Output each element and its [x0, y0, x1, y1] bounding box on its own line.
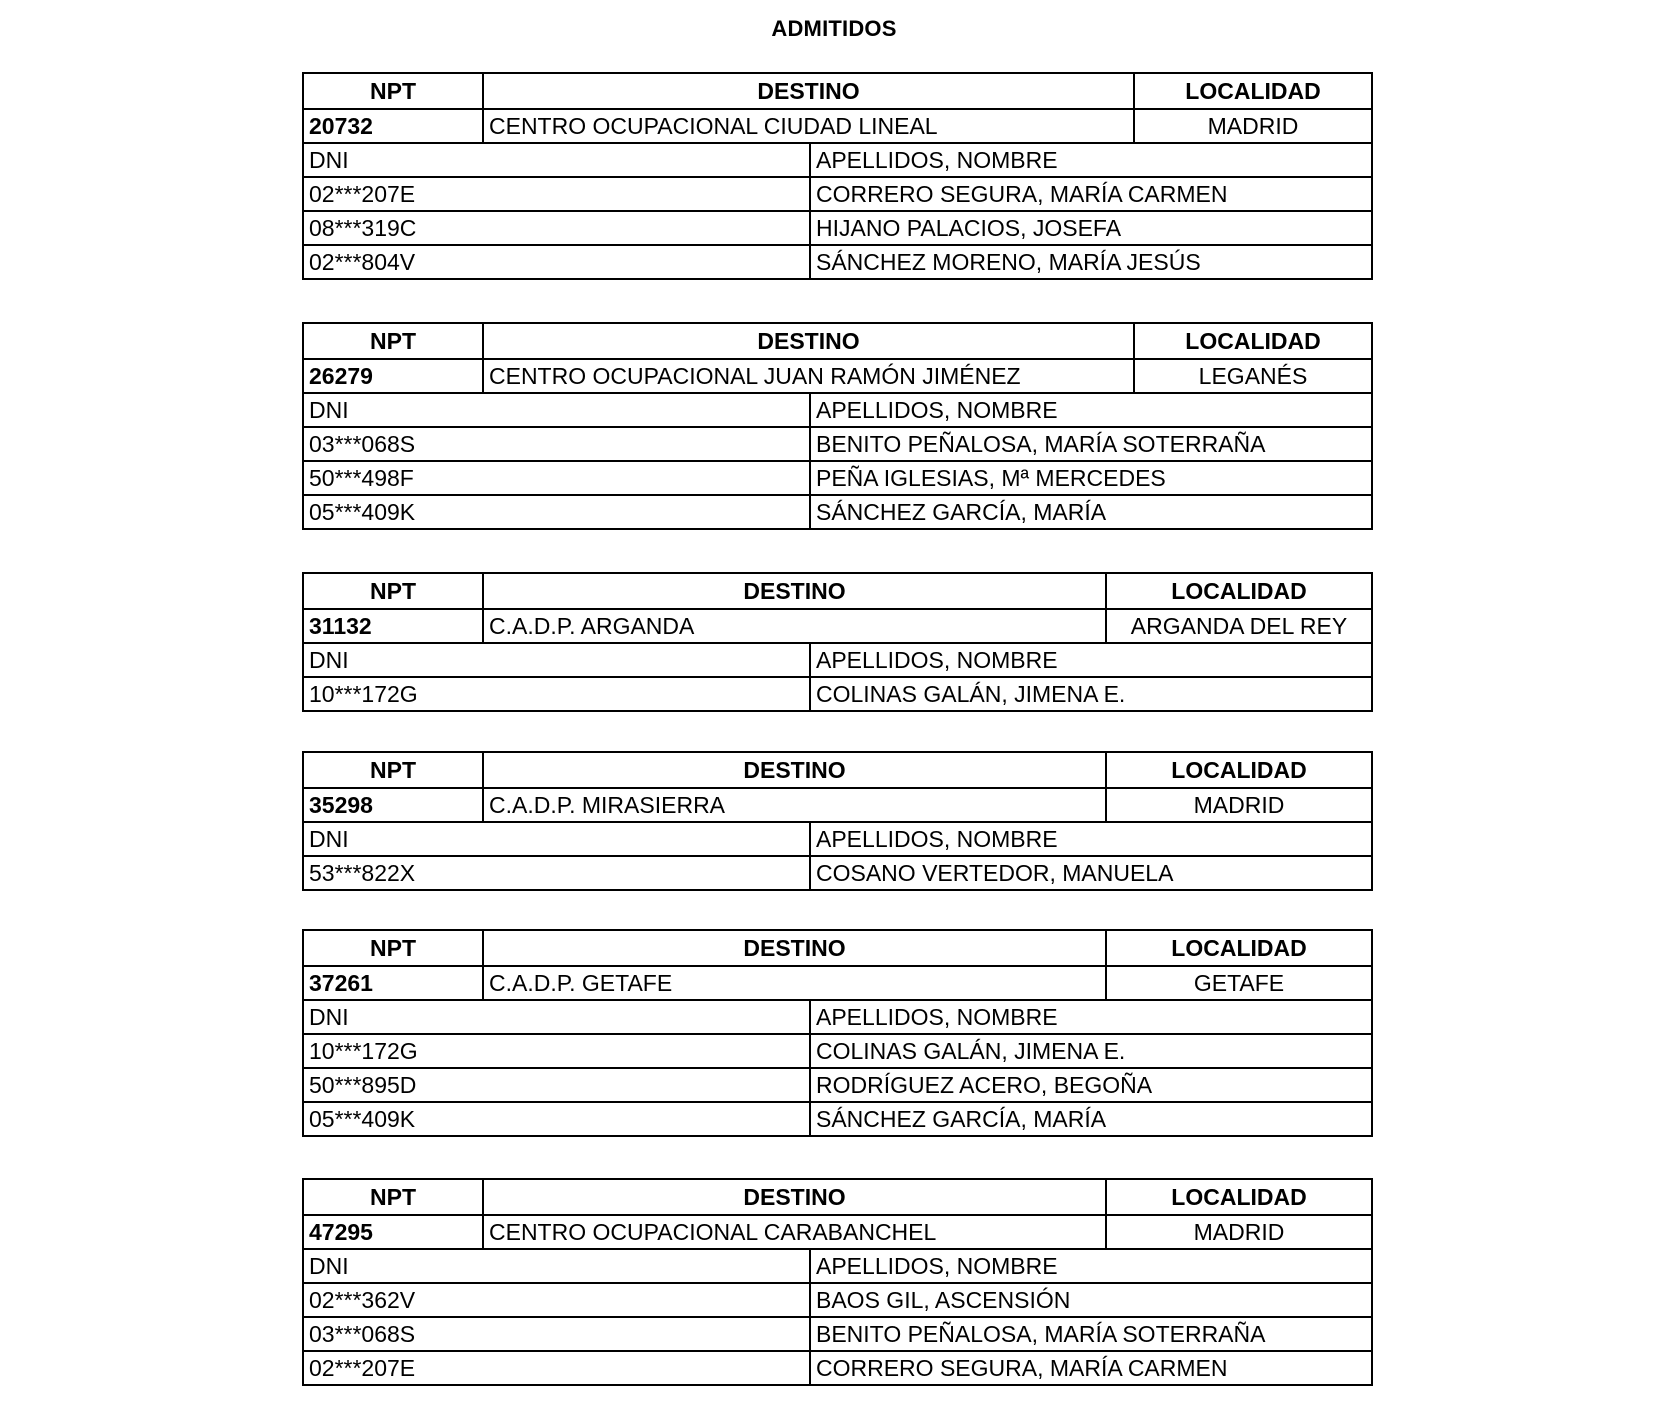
dni-value: 10***172G	[309, 1037, 418, 1064]
block-header-row	[304, 74, 1371, 108]
admission-block-26279	[302, 322, 1373, 530]
dni-value: 08***319C	[309, 214, 417, 241]
dni-value: 05***409K	[309, 498, 416, 525]
npt-value: 35298	[309, 791, 373, 818]
persons-header-row	[304, 999, 1371, 1033]
localidad-value: MADRID	[1105, 789, 1371, 821]
dni-value: 53***822X	[309, 859, 416, 886]
block-info-row	[304, 108, 1371, 142]
admission-block-37261	[302, 929, 1373, 1137]
persons-header-row	[304, 821, 1371, 855]
destino-value: CENTRO OCUPACIONAL CIUDAD LINEAL	[482, 110, 1133, 142]
localidad-header: LOCALIDAD	[1133, 324, 1371, 358]
table-row	[304, 244, 1371, 278]
dni-value: 05***409K	[309, 1105, 416, 1132]
dni-value: 03***068S	[309, 1320, 416, 1347]
block-header-row	[304, 1180, 1371, 1214]
name-value: COSANO VERTEDOR, MANUELA	[809, 857, 1371, 889]
name-value: BAOS GIL, ASCENSIÓN	[809, 1284, 1371, 1316]
dni-header: DNI	[309, 1003, 349, 1030]
table-row	[304, 855, 1371, 889]
destino-header: DESTINO	[482, 753, 1105, 787]
dni-value: 02***804V	[309, 248, 416, 275]
persons-header-row	[304, 642, 1371, 676]
block-info-row	[304, 1214, 1371, 1248]
name-value: HIJANO PALACIOS, JOSEFA	[809, 212, 1371, 244]
name-header: APELLIDOS, NOMBRE	[809, 644, 1371, 676]
npt-value: 20732	[309, 112, 373, 139]
name-value: SÁNCHEZ MORENO, MARÍA JESÚS	[809, 246, 1371, 278]
persons-header-row	[304, 1248, 1371, 1282]
block-info-row	[304, 608, 1371, 642]
admission-block-20732	[302, 72, 1373, 280]
localidad-value: GETAFE	[1105, 967, 1371, 999]
table-row	[304, 1350, 1371, 1384]
destino-header: DESTINO	[482, 931, 1105, 965]
block-header-row	[304, 324, 1371, 358]
table-row	[304, 1101, 1371, 1135]
dni-value: 10***172G	[309, 680, 418, 707]
table-row	[304, 176, 1371, 210]
name-value: SÁNCHEZ GARCÍA, MARÍA	[809, 1103, 1371, 1135]
block-header-row	[304, 931, 1371, 965]
table-row	[304, 1282, 1371, 1316]
admission-block-31132	[302, 572, 1373, 712]
destino-value: C.A.D.P. MIRASIERRA	[482, 789, 1105, 821]
localidad-value: MADRID	[1105, 1216, 1371, 1248]
persons-header-row	[304, 392, 1371, 426]
npt-value: 26279	[309, 362, 373, 389]
table-row	[304, 1067, 1371, 1101]
table-row	[304, 676, 1371, 710]
localidad-header: LOCALIDAD	[1133, 74, 1371, 108]
page-title: ADMITIDOS	[771, 16, 897, 41]
dni-value: 03***068S	[309, 430, 416, 457]
name-value: RODRÍGUEZ ACERO, BEGOÑA	[809, 1069, 1371, 1101]
name-value: BENITO PEÑALOSA, MARÍA SOTERRAÑA	[809, 1318, 1371, 1350]
dni-header: DNI	[309, 1252, 349, 1279]
name-value: COLINAS GALÁN, JIMENA E.	[809, 678, 1371, 710]
dni-value: 02***207E	[309, 1354, 416, 1381]
dni-header: DNI	[309, 646, 349, 673]
block-header-row	[304, 574, 1371, 608]
name-value: PEÑA IGLESIAS, Mª MERCEDES	[809, 462, 1371, 494]
table-row	[304, 426, 1371, 460]
name-header: APELLIDOS, NOMBRE	[809, 1001, 1371, 1033]
table-row	[304, 210, 1371, 244]
destino-header: DESTINO	[482, 324, 1133, 358]
table-row	[304, 1316, 1371, 1350]
localidad-value: LEGANÉS	[1133, 360, 1371, 392]
npt-value: 47295	[309, 1218, 373, 1245]
table-row	[304, 460, 1371, 494]
name-value: CORRERO SEGURA, MARÍA CARMEN	[809, 1352, 1371, 1384]
destino-header: DESTINO	[482, 1180, 1105, 1214]
destino-value: C.A.D.P. ARGANDA	[482, 610, 1105, 642]
localidad-header: LOCALIDAD	[1105, 1180, 1371, 1214]
name-value: CORRERO SEGURA, MARÍA CARMEN	[809, 178, 1371, 210]
persons-header-row	[304, 142, 1371, 176]
npt-value: 31132	[309, 612, 372, 639]
npt-value: 37261	[309, 969, 373, 996]
dni-value: 02***362V	[309, 1286, 416, 1313]
npt-header: NPT	[370, 577, 416, 604]
dni-value: 50***498F	[309, 464, 414, 491]
name-value: COLINAS GALÁN, JIMENA E.	[809, 1035, 1371, 1067]
block-header-row	[304, 753, 1371, 787]
table-row	[304, 1033, 1371, 1067]
localidad-header: LOCALIDAD	[1105, 753, 1371, 787]
npt-header: NPT	[370, 756, 416, 783]
npt-header: NPT	[370, 934, 416, 961]
dni-header: DNI	[309, 146, 349, 173]
dni-value: 02***207E	[309, 180, 416, 207]
destino-value: C.A.D.P. GETAFE	[482, 967, 1105, 999]
name-header: APELLIDOS, NOMBRE	[809, 144, 1371, 176]
localidad-header: LOCALIDAD	[1105, 931, 1371, 965]
destino-value: CENTRO OCUPACIONAL JUAN RAMÓN JIMÉNEZ	[482, 360, 1133, 392]
dni-header: DNI	[309, 396, 349, 423]
dni-header: DNI	[309, 825, 349, 852]
destino-header: DESTINO	[482, 74, 1133, 108]
npt-header: NPT	[370, 77, 416, 104]
name-header: APELLIDOS, NOMBRE	[809, 394, 1371, 426]
block-info-row	[304, 965, 1371, 999]
localidad-value: ARGANDA DEL REY	[1105, 610, 1371, 642]
localidad-header: LOCALIDAD	[1105, 574, 1371, 608]
dni-value: 50***895D	[309, 1071, 417, 1098]
block-info-row	[304, 358, 1371, 392]
npt-header: NPT	[370, 327, 416, 354]
npt-header: NPT	[370, 1183, 416, 1210]
localidad-value: MADRID	[1133, 110, 1371, 142]
name-value: BENITO PEÑALOSA, MARÍA SOTERRAÑA	[809, 428, 1371, 460]
destino-value: CENTRO OCUPACIONAL CARABANCHEL	[482, 1216, 1105, 1248]
name-header: APELLIDOS, NOMBRE	[809, 1250, 1371, 1282]
table-row	[304, 494, 1371, 528]
destino-header: DESTINO	[482, 574, 1105, 608]
admission-block-35298	[302, 751, 1373, 891]
admission-block-47295	[302, 1178, 1373, 1386]
name-value: SÁNCHEZ GARCÍA, MARÍA	[809, 496, 1371, 528]
name-header: APELLIDOS, NOMBRE	[809, 823, 1371, 855]
block-info-row	[304, 787, 1371, 821]
